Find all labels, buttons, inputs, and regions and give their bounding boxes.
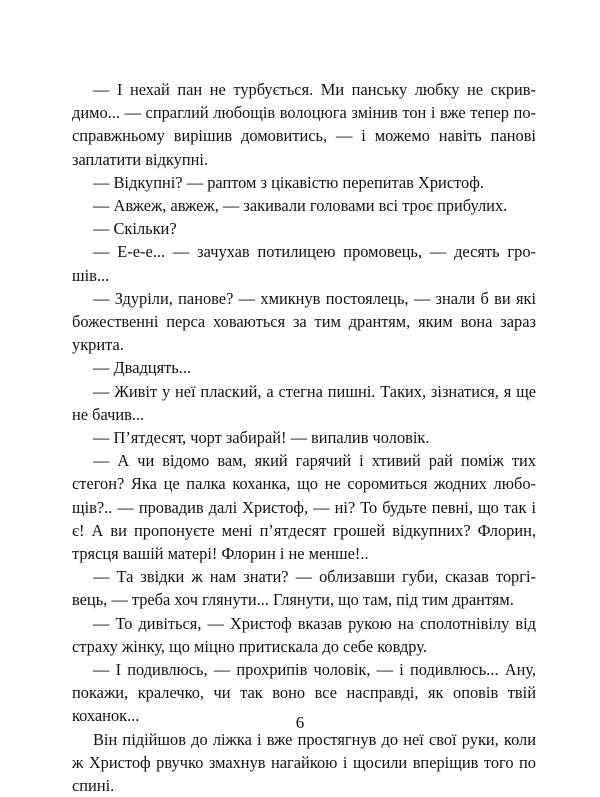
paragraph: Він підійшов до ліжка і вже простягнув до неї свої руки, коли ж Христоф рвучко змахнув нагайкою і щосили вперіщив того по спині.	[72, 729, 536, 796]
paragraph: — Авжеж, авжеж, — закивали головами всі троє прибулих.	[93, 196, 508, 216]
paragraph: — Відкупні? — раптом з цікавістю перепитав Христоф.	[93, 172, 484, 192]
paragraph: — Здуріли, панове? — хмикнув постоялець, — знали б ви які божественні перса ховаються за тим дрантям, яким вона зараз укрита.	[72, 288, 536, 355]
paragraph: — І подивлюсь, — прохрипів чоловік, — і подивлюсь... Ану, покажи, кралечко, чи так воно все насправді, як оповів твій коханок...	[72, 660, 536, 726]
paragraph: — Двадцять...	[93, 358, 192, 378]
paragraph: — А чи відомо вам, який гарячий і хтивий рай поміж тих стегон? Яка це палка коханка, що не соромиться жодних любощів?.. — провадив далі Христоф, — ні? То будьте певні, що так і є! А ви пропонуєте мені п’ятдесят грошей відкупних? Флорин, трясця вашій матері! Флорин і не менше!..	[72, 451, 536, 564]
page-number: 6	[295, 713, 305, 732]
paragraph: — Е-е-е... — зачухав потилицею промовець, — десять грошів...	[72, 242, 536, 285]
paragraph: — Та звідки ж нам знати? — облизавши губи, сказав торгівець, — треба хоч глянути... Глянути, що там, під тим дрантям.	[72, 567, 536, 610]
paragraph: — І нехай пан не турбується. Ми панську любку не скривдимо... — спраглий любощів волоцюга змінив тон і вже тепер по-справжньому вирішив домовитись, — і можемо навіть панові заплатити відкупні.	[72, 80, 536, 169]
paragraph: — Скільки?	[93, 219, 177, 239]
paragraph: — П’ятдесят, чорт забирай! — випалив чоловік.	[93, 428, 430, 448]
page-body	[72, 78, 536, 797]
paragraph: — То дивіться, — Христоф вказав рукою на сполотнівілу від страху жінку, що міцно притискала до себе ковдру.	[72, 613, 536, 656]
paragraph: — Живіт у неї плаский, а стегна пишні. Таких, зізнатися, я ще не бачив...	[72, 381, 536, 424]
